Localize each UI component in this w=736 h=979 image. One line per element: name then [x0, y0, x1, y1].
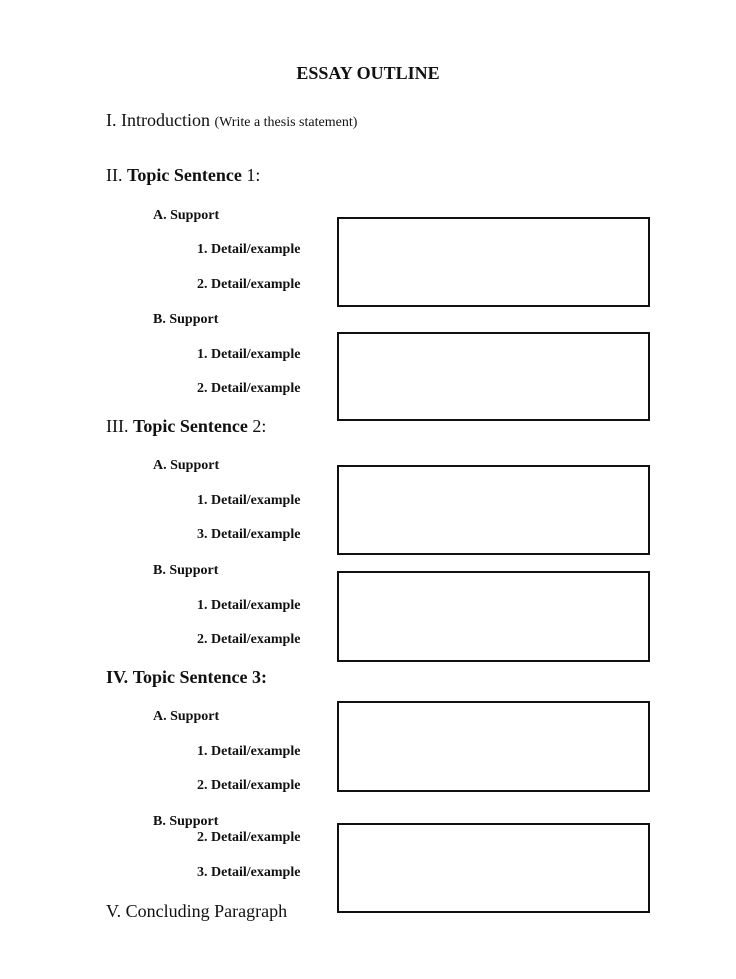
section-heading: Topic Sentence 3:: [132, 667, 268, 687]
detail-item: 3. Detail/example: [197, 865, 301, 880]
detail-item: 1. Detail/example: [197, 242, 301, 257]
section-heading: Topic Sentence: [132, 416, 248, 436]
section-numeral: IV.: [106, 667, 129, 687]
answer-box[interactable]: [337, 217, 650, 307]
section-concluding-paragraph: [106, 901, 287, 922]
detail-item: 1. Detail/example: [197, 347, 301, 362]
detail-item: 1. Detail/example: [197, 493, 301, 508]
detail-item: 1. Detail/example: [197, 744, 301, 759]
section-introduction: [106, 110, 357, 131]
support-label: B. Support: [153, 814, 219, 829]
support-label: A. Support: [153, 709, 220, 724]
detail-item: 2. Detail/example: [197, 381, 301, 396]
section-heading: Topic Sentence: [127, 165, 242, 185]
introduction-label: I. Introduction: [106, 110, 210, 130]
detail-item: 1. Detail/example: [197, 598, 301, 613]
section-numeral: II.: [106, 165, 123, 185]
support-label: A. Support: [153, 208, 220, 223]
answer-box[interactable]: [337, 701, 650, 792]
section-numeral: III.: [106, 416, 129, 436]
answer-box[interactable]: [337, 571, 650, 662]
section-topic-sentence-1: [106, 165, 260, 186]
detail-item: 2. Detail/example: [197, 632, 301, 647]
section-topic-sentence-3: [106, 667, 267, 688]
support-label: A. Support: [153, 458, 220, 473]
page-title: ESSAY OUTLINE: [296, 63, 440, 83]
answer-box[interactable]: [337, 823, 650, 913]
detail-item: 2. Detail/example: [197, 830, 301, 845]
detail-item: 2. Detail/example: [197, 277, 301, 292]
support-label: B. Support: [153, 563, 219, 578]
conclusion-label: V. Concluding Paragraph: [106, 901, 288, 921]
section-suffix: 1:: [241, 165, 261, 185]
answer-box[interactable]: [337, 332, 650, 421]
support-label: B. Support: [153, 312, 219, 327]
detail-item: 2. Detail/example: [197, 778, 301, 793]
section-topic-sentence-2: [106, 416, 266, 437]
section-suffix: 2:: [247, 416, 267, 436]
detail-item: 3. Detail/example: [197, 527, 301, 542]
introduction-note: (Write a thesis statement): [214, 115, 358, 130]
answer-box[interactable]: [337, 465, 650, 555]
